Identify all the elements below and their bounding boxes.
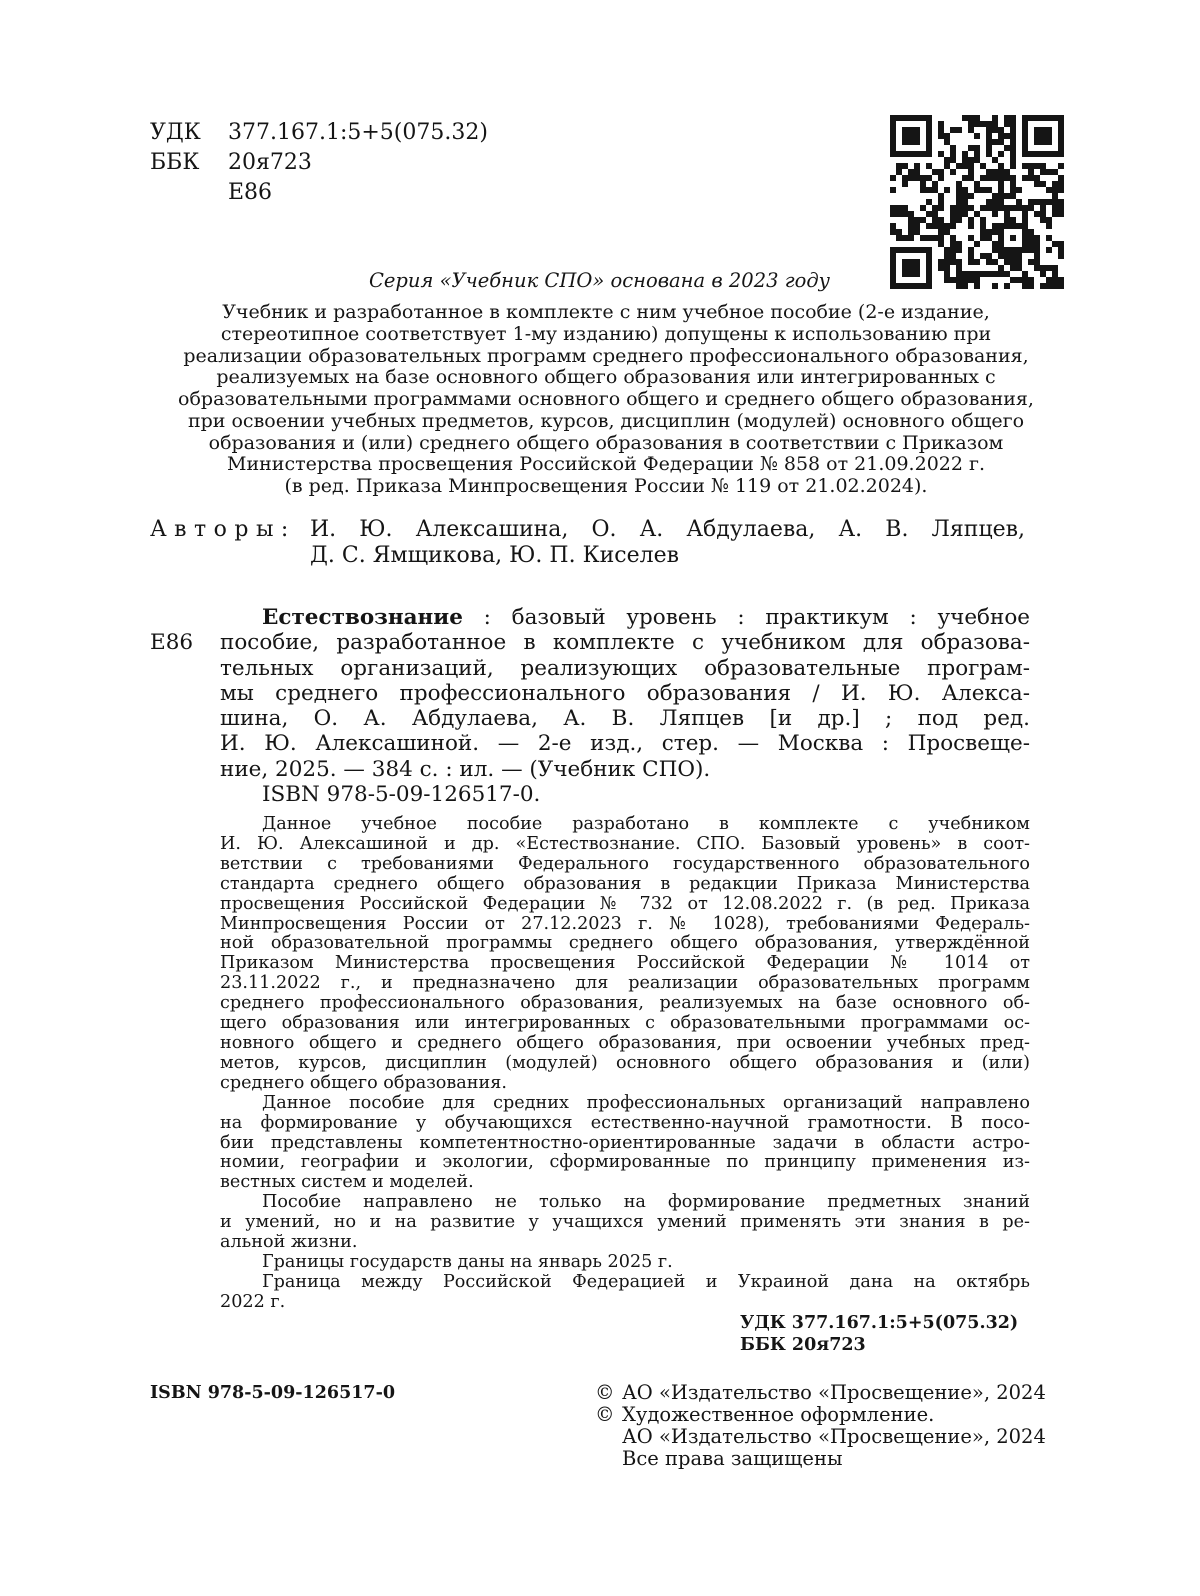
annotation-line: бии представлены компетентностно-ориентированные задачи в области астро-	[220, 1132, 1030, 1153]
author-names-line: И. Ю. Алексашина, О. А. Абдулаева, А. В. Ляпцев,	[310, 517, 1025, 542]
copyright-mark: ©	[595, 1381, 615, 1404]
author-mark: Е86	[228, 180, 273, 205]
approval-line: Учебник и разработанное в комплекте с ним учебное пособие (2-е издание,	[222, 301, 990, 323]
annotation-line: щего образования или интегрированных с образовательными программами ос-	[220, 1013, 1030, 1034]
catalog-line	[220, 605, 1030, 630]
annotation-line: ной образовательной программы среднего общего образования, утверждённой	[220, 933, 1030, 954]
approval-line: при освоении учебных предметов, курсов, дисциплин (модулей) основного общего	[187, 409, 1025, 432]
approval-statement	[150, 302, 1062, 498]
annotation-line: номии, географии и экологии, сформированные по принципу применения из-	[220, 1152, 1030, 1173]
catalog-line-rest: : базовый уровень : практикум : учебное	[462, 605, 1030, 630]
udk-label: УДК	[150, 120, 201, 145]
annotation-line: Приказом Министерства просвещения Российской Федерации № 1014 от	[220, 953, 1030, 974]
bbk-label: ББК	[150, 150, 200, 175]
copyright-mark: ©	[595, 1403, 615, 1426]
book-title: Естествознание	[262, 605, 463, 630]
catalog-lines	[220, 630, 1030, 782]
udk-row	[150, 118, 488, 148]
author-names-line: Д. С. Ямщикова, Ю. П. Киселев	[310, 543, 679, 568]
annotation-paragraph	[220, 1094, 1030, 1194]
annotation-line: среднего общего образования.	[220, 1072, 507, 1093]
author-mark-row	[150, 178, 488, 208]
bbk-value: 20я723	[228, 150, 312, 175]
annotation-line: новного общего и среднего общего образования, при освоении учебных пред-	[220, 1032, 1030, 1053]
annotation	[220, 815, 1030, 1313]
annotation-line: на формирование у обучающихся естественно-научной грамотности. В посо-	[220, 1112, 1030, 1133]
catalog-line: тельных организаций, реализующих образовательные програм-	[220, 655, 1030, 681]
annotation-line: Границы государств даны на январь 2025 г.	[262, 1251, 673, 1272]
series-note: Серия «Учебник СПО» основана в 2023 году	[368, 269, 830, 292]
udk-code: УДК 377.167.1:5+5(075.32)	[740, 1313, 1019, 1333]
approval-line: реализации образовательных программ среднего профессионального образования,	[183, 344, 1029, 367]
annotation-line: Минпросвещения России от 27.12.2023 г. № 1028), требованиями Федераль-	[220, 913, 1030, 934]
copyright-text: Художественное оформление.	[622, 1403, 935, 1426]
qr-modules	[890, 115, 1064, 289]
authors-block	[150, 517, 1025, 569]
copyright-line	[595, 1448, 1046, 1470]
authors-names	[310, 517, 1025, 569]
catalog-author-mark: Е86	[150, 630, 194, 656]
copyright-block	[595, 1382, 1046, 1470]
copyright-line	[595, 1382, 1046, 1404]
annotation-line: ветствии с требованиями Федерального государственного образовательного	[220, 853, 1030, 874]
catalog-line: шина, О. А. Абдулаева, А. В. Ляпцев [и др.] ; под ред.	[220, 706, 1030, 732]
approval-line: образовательными программами основного общего и среднего общего образования,	[178, 388, 1034, 410]
annotation-line: 23.11.2022 г., и предназначено для реализации образовательных программ	[220, 973, 1030, 994]
copyright-text: АО «Издательство «Просвещение», 2024	[622, 1425, 1046, 1448]
catalog-entry	[150, 605, 1030, 808]
annotation-paragraph	[220, 1193, 1030, 1253]
annotation-line: Данное учебное пособие разработано в комплекте с учебником	[262, 814, 1030, 834]
annotation-line: просвещения Российской Федерации № 732 от 12.08.2022 г. (в ред. Приказа	[220, 893, 1030, 914]
copyright-line	[595, 1426, 1046, 1448]
catalog-line: мы среднего профессионального образования / И. Ю. Алекса-	[220, 680, 1030, 706]
approval-line: (в ред. Приказа Минпросвещения России № 119 от 21.02.2024).	[284, 475, 928, 497]
annotation-line: вестных систем и моделей.	[220, 1172, 474, 1193]
annotation-line: метов, курсов, дисциплин (модулей) основного общего образования и (или)	[220, 1052, 1030, 1073]
approval-line: стереотипное соответствует 1-му изданию) допущены к использованию при	[220, 322, 992, 345]
annotation-line: Граница между Российской Федерацией и Украиной дана на октябрь	[262, 1271, 1030, 1292]
bbk-row	[150, 148, 488, 178]
catalog-line: ние, 2025. — 384 с. : ил. — (Учебник СПО).	[220, 756, 711, 782]
approval-line: образования и (или) среднего общего образования в соответствии с Приказом	[208, 431, 1004, 454]
annotation-paragraph	[220, 1253, 1030, 1273]
annotation-line: среднего профессионального образования, реализуемых на базе основного об-	[220, 993, 1030, 1014]
catalog-isbn: ISBN 978-5-09-126517-0.	[262, 782, 541, 808]
annotation-paragraph	[220, 815, 1030, 1094]
copyright-mark	[595, 1448, 622, 1470]
annotation-paragraph	[220, 1273, 1030, 1313]
classification-header	[150, 118, 488, 208]
annotation-line: Данное пособие для средних профессиональных организаций направлено	[262, 1092, 1030, 1113]
author-mark-spacer	[150, 178, 228, 208]
annotation-line: альной жизни.	[220, 1232, 358, 1253]
authors-label: Авторы:	[150, 517, 296, 542]
annotation-line: стандарта среднего общего образования в редакции Приказа Министерства	[220, 873, 1030, 894]
udk-value: 377.167.1:5+5(075.32)	[228, 120, 488, 145]
annotation-line: и умений, но и на развитие у учащихся умений применять эти знания в ре-	[220, 1212, 1030, 1233]
catalog-line: пособие, разработанное в комплекте с учебником для образова-	[220, 630, 1030, 656]
annotation-line: Пособие направлено не только на формирование предметных знаний	[262, 1192, 1030, 1213]
catalog-line: И. Ю. Алексашиной. — 2-е изд., стер. — Москва : Просвеще-	[220, 731, 1030, 757]
approval-line: Министерства просвещения Российской Федерации № 858 от 21.09.2022 г.	[227, 453, 985, 476]
annotation-line: 2022 г.	[220, 1291, 286, 1312]
bbk-code: ББК 20я723	[740, 1335, 866, 1355]
copyright-text: АО «Издательство «Просвещение», 2024	[622, 1381, 1046, 1404]
approval-line: реализуемых на базе основного общего образования или интегрированных с	[216, 366, 996, 389]
copyright-mark	[595, 1426, 622, 1448]
qr-code	[890, 115, 1064, 289]
annotation-line: И. Ю. Алексашиной и др. «Естествознание. СПО. Базовый уровень» в соот-	[220, 833, 1030, 854]
classification-footer	[740, 1312, 1018, 1356]
copyright-text: Все права защищены	[622, 1447, 843, 1470]
footer-isbn: ISBN 978-5-09-126517-0	[150, 1383, 396, 1403]
copyright-line	[595, 1404, 1046, 1426]
